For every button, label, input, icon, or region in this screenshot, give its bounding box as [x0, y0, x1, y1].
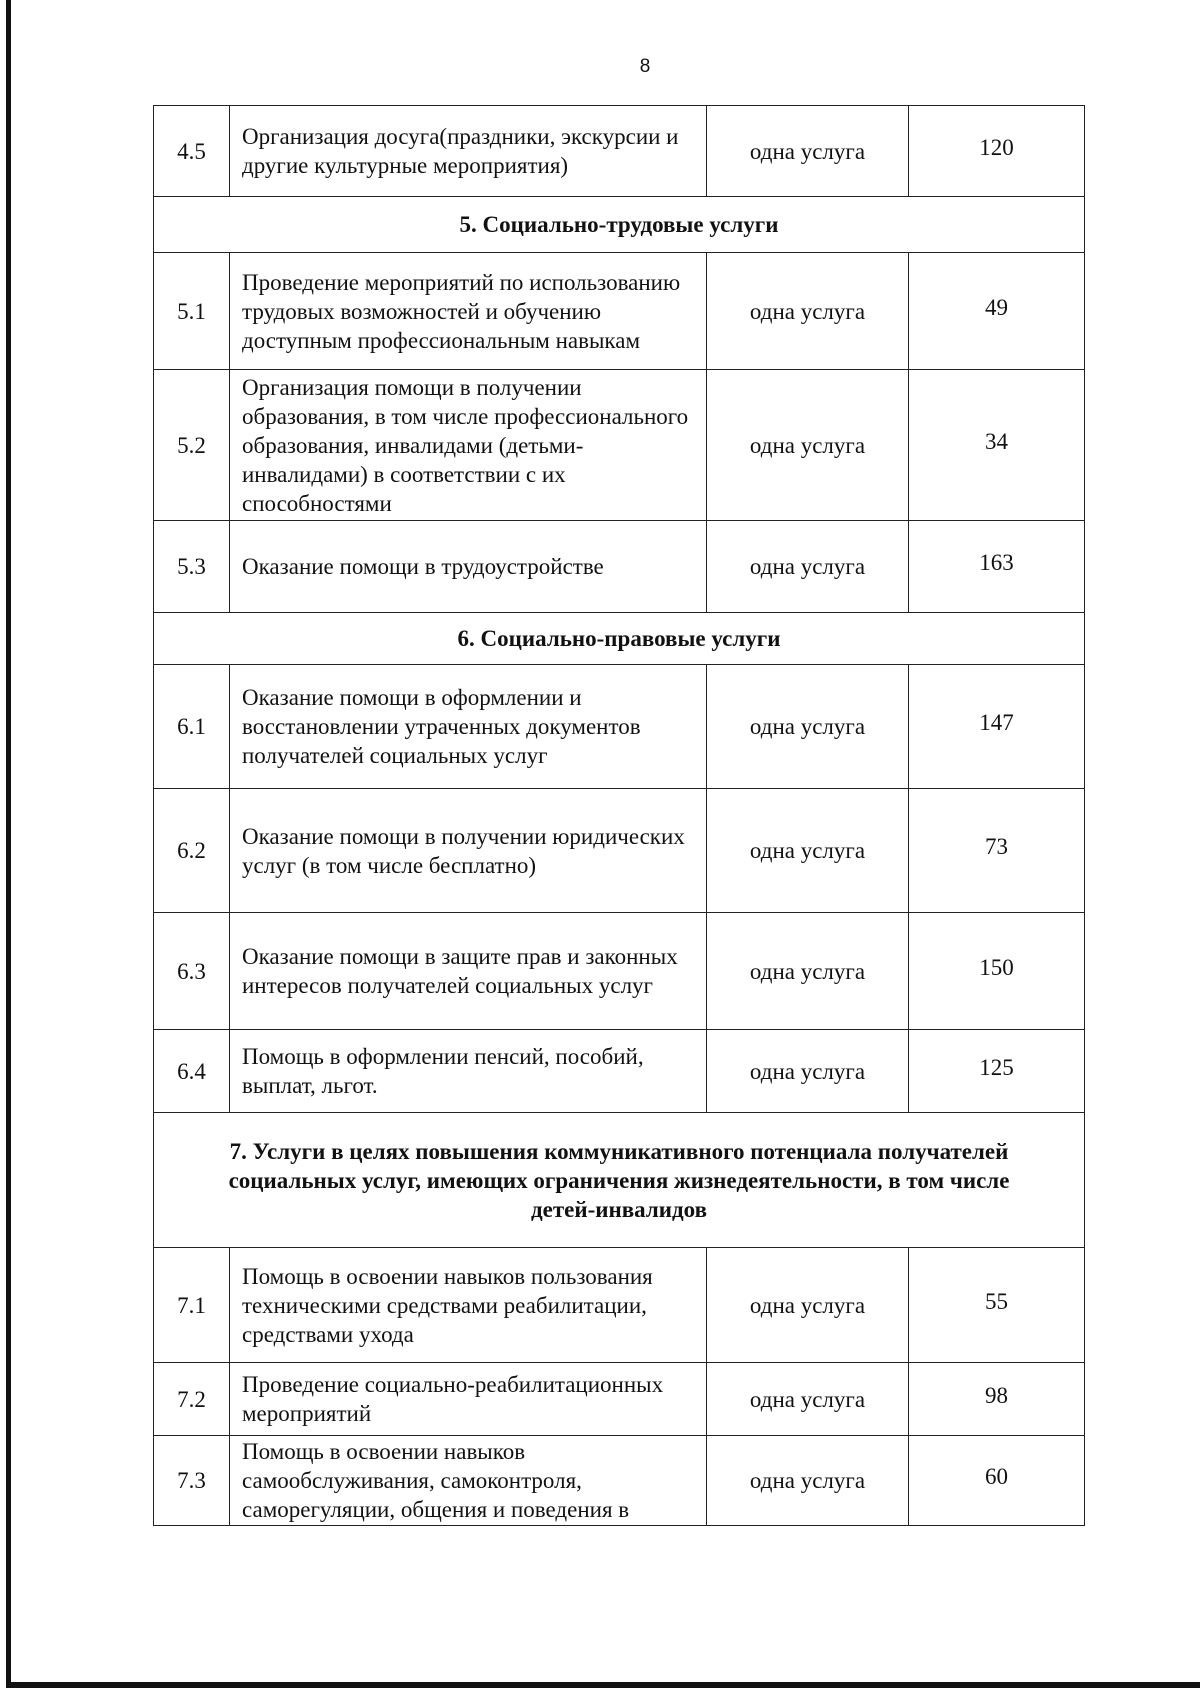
unit-of-measure: одна услуга	[707, 521, 909, 613]
service-value-text: 125	[979, 1054, 1014, 1080]
unit-of-measure: одна услуга	[707, 1363, 909, 1436]
service-name: Проведение социально-реабилитационных мероприятий	[230, 1363, 707, 1436]
service-name: Помощь в оформлении пенсий, пособий, выплат, льгот.	[230, 1030, 707, 1113]
table-row	[154, 370, 1085, 521]
page-number: 8	[639, 56, 651, 77]
service-value	[909, 665, 1085, 789]
row-number: 6.4	[154, 1030, 230, 1113]
table-row	[154, 1248, 1085, 1363]
service-value	[909, 913, 1085, 1030]
service-value-text: 60	[985, 1464, 1008, 1489]
unit-of-measure: одна услуга	[707, 913, 909, 1030]
service-name: Организация досуга(праздники, экскурсии и другие культурные мероприятия)	[230, 106, 707, 197]
service-value	[909, 789, 1085, 913]
row-number: 7.3	[154, 1436, 230, 1526]
service-value	[909, 1248, 1085, 1363]
table-row	[154, 665, 1085, 789]
section-heading-text: 7. Услуги в целях повышения коммуникативного потенциала получателей социальных услуг, имеющих ограничения жизнедеятельности, в том числе детей-инвалидов	[228, 1138, 1010, 1222]
table-row	[154, 913, 1085, 1030]
row-number: 6.1	[154, 665, 230, 789]
table-row	[154, 1363, 1085, 1436]
table-row	[154, 106, 1085, 197]
service-value-text: 73	[985, 834, 1008, 859]
section-heading-text: 6. Социально-правовые услуги	[457, 626, 781, 651]
section-heading	[154, 197, 1085, 253]
row-number: 5.1	[154, 253, 230, 370]
service-name: Оказание помощи в оформлении и восстановлении утраченных документов получателей социальных услуг	[230, 665, 707, 789]
service-name: Помощь в освоении навыков пользования техническими средствами реабилитации, средствами ухода	[230, 1248, 707, 1363]
service-name: Помощь в освоении навыков самообслуживания, самоконтроля, саморегуляции, общения и поведения в	[230, 1436, 707, 1526]
service-value	[909, 370, 1085, 521]
row-number: 5.2	[154, 370, 230, 521]
table-row	[154, 253, 1085, 370]
page-border-bottom	[6, 1682, 1200, 1688]
section-heading-row	[154, 1113, 1085, 1248]
service-value	[909, 253, 1085, 370]
unit-of-measure: одна услуга	[707, 253, 909, 370]
unit-of-measure: одна услуга	[707, 789, 909, 913]
unit-of-measure: одна услуга	[707, 370, 909, 521]
service-value-text: 150	[979, 954, 1014, 980]
unit-of-measure: одна услуга	[707, 1436, 909, 1526]
service-name: Организация помощи в получении образования, в том числе профессионального образования, инвалидами (детьми-инвалидами) в соответствии с их способностями	[230, 370, 707, 521]
service-name: Оказание помощи в трудоустройстве	[230, 521, 707, 613]
unit-of-measure: одна услуга	[707, 106, 909, 197]
service-value-text: 34	[985, 428, 1008, 454]
table-row	[154, 789, 1085, 913]
row-number: 7.1	[154, 1248, 230, 1363]
service-value	[909, 1030, 1085, 1113]
unit-of-measure: одна услуга	[707, 665, 909, 789]
service-value-text: 147	[979, 710, 1014, 735]
unit-of-measure: одна услуга	[707, 1248, 909, 1363]
row-number: 5.3	[154, 521, 230, 613]
row-number: 4.5	[154, 106, 230, 197]
table-row	[154, 1030, 1085, 1113]
table-row	[154, 1436, 1085, 1526]
services-table	[153, 105, 1085, 1526]
service-value	[909, 521, 1085, 613]
row-number: 6.3	[154, 913, 230, 1030]
section-heading-text: 5. Социально-трудовые услуги	[459, 212, 779, 237]
service-value-text: 120	[979, 134, 1014, 160]
row-number: 6.2	[154, 789, 230, 913]
section-heading-row	[154, 613, 1085, 665]
service-name: Проведение мероприятий по использованию трудовых возможностей и обучению доступным профессиональным навыкам	[230, 253, 707, 370]
page-border-left	[6, 0, 11, 1686]
section-heading	[154, 1113, 1085, 1248]
unit-of-measure: одна услуга	[707, 1030, 909, 1113]
service-value	[909, 1436, 1085, 1526]
section-heading-row	[154, 197, 1085, 253]
service-name: Оказание помощи в получении юридических услуг (в том числе бесплатно)	[230, 789, 707, 913]
section-heading	[154, 613, 1085, 665]
service-name: Оказание помощи в защите прав и законных интересов получателей социальных услуг	[230, 913, 707, 1030]
service-value-text: 49	[985, 294, 1008, 320]
service-value-text: 55	[985, 1288, 1008, 1314]
service-value	[909, 1363, 1085, 1436]
service-value-text: 98	[985, 1382, 1008, 1408]
service-value-text: 163	[979, 550, 1014, 575]
row-number: 7.2	[154, 1363, 230, 1436]
table-row	[154, 521, 1085, 613]
service-value	[909, 106, 1085, 197]
